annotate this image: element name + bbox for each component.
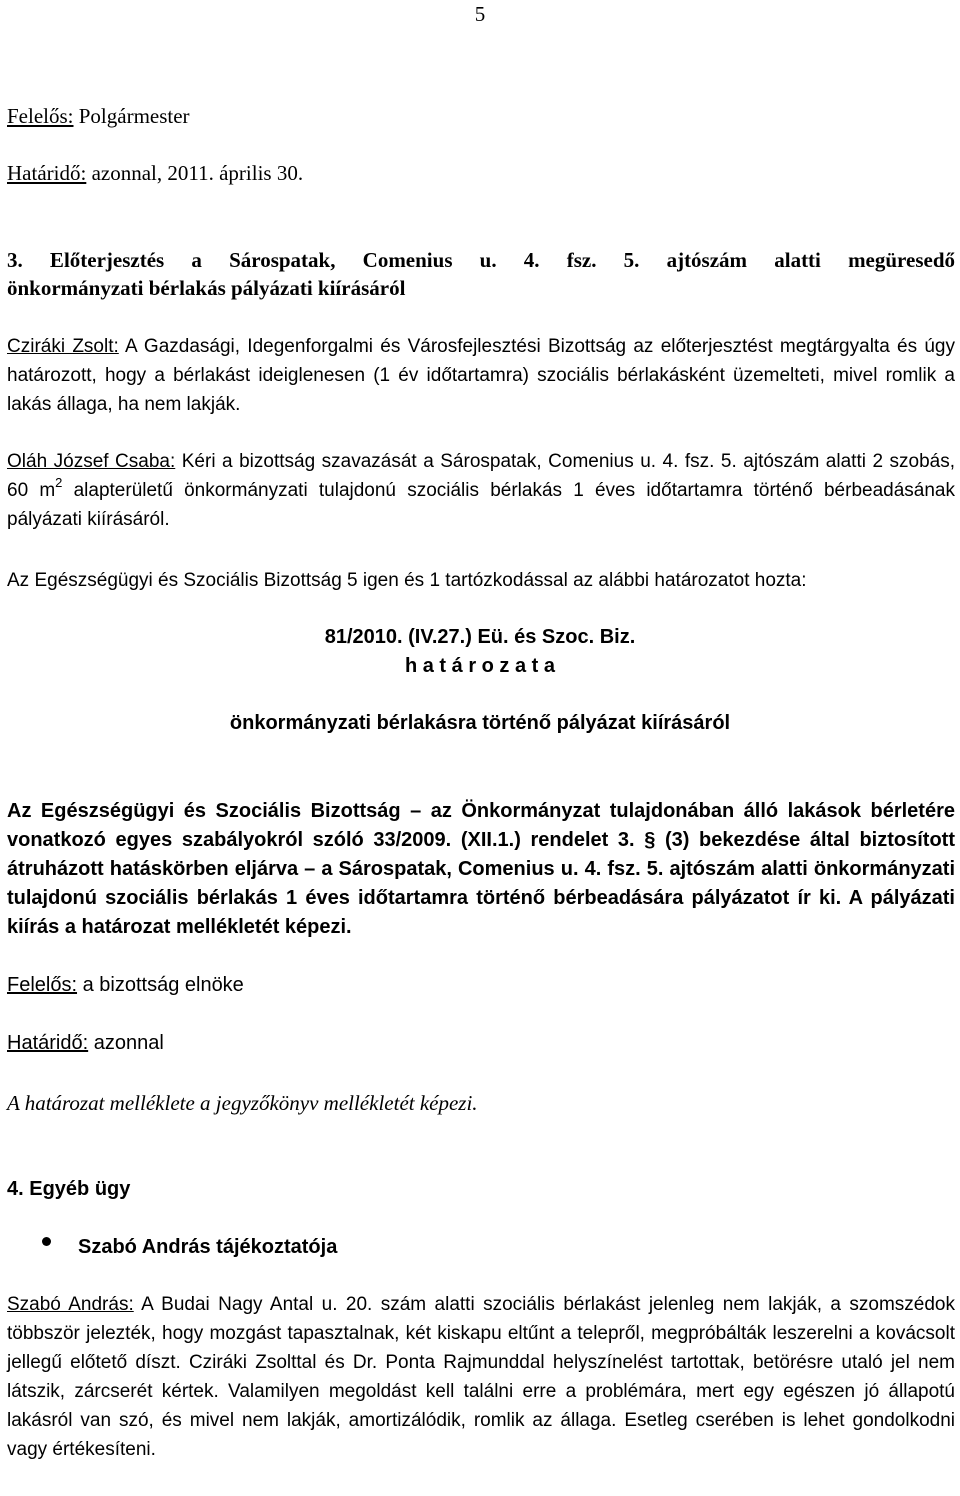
- resolution-number: 81/2010. (IV.27.) Eü. és Szoc. Biz.: [324, 626, 636, 648]
- superscript: 2: [55, 475, 63, 490]
- responsible-value: Polgármester: [73, 104, 190, 128]
- responsible-label: Felelős:: [7, 974, 78, 996]
- page-number: 5: [474, 2, 486, 26]
- resolution-word: h a t á r o z a t a: [404, 655, 556, 677]
- speaker-name: Oláh József Csaba:: [7, 451, 176, 472]
- speaker-paragraph-szabo: [7, 1290, 955, 1464]
- responsible-value: a bizottság elnöke: [77, 974, 244, 996]
- bullet-title: Szabó András tájékoztatója: [78, 1236, 338, 1258]
- speaker-text: A Gazdasági, Idegenforgalmi és Városfejlesztési Bizottság az előterjesztést megtárgyalta és úgy határozott, hogy a bérlakást ideiglenesen (1 év időtartamra) szociális bérlakásként üzemelteti, mivel romlik a lakás állaga, ha nem lakják.: [7, 336, 956, 415]
- deadline-value: azonnal: [88, 1032, 164, 1054]
- speaker-name: Szabó András:: [7, 1294, 134, 1315]
- item3-heading-line1: 3. Előterjesztés a Sárospatak, Comenius u. 4. fsz. 5. ajtószám alatti megüresedő: [7, 248, 955, 272]
- speaker-name: Cziráki Zsolt:: [7, 336, 119, 357]
- resolution-body: Az Egészségügyi és Szociális Bizottság – az Önkormányzat tulajdonában álló lakások bérletére vonatkozó egyes szabályokról szóló 33/2009. (XII.1.) rendelet 3. § (3) bekezdése által biztosított átruházott hatáskörben eljárva – a Sárospatak, Comenius u. 4. fsz. 5. ajtószám alatti önkormányzati tulajdonú szociális bérlakás 1 éves időtartamra történő bérbeadására pályázatot ír ki. A pályázati kiírás a határozat mellékletét képezi.: [7, 800, 955, 938]
- deadline-value: azonnal, 2011. április 30.: [86, 161, 304, 185]
- deadline-label: Határidő:: [7, 1032, 89, 1054]
- vote-result: Az Egészségügyi és Szociális Bizottság 5 igen és 1 tartózkodással az alábbi határozatot hozta:: [7, 570, 807, 591]
- resolution-deadline: [7, 1030, 164, 1056]
- speaker-paragraph-cziraki: [7, 332, 955, 419]
- speaker-text: A Budai Nagy Antal u. 20. szám alatti szociális bérlakást jelenleg nem lakják, a szomszédok többször jelezték, hogy mozgást tapasztalnak, két kiskapu eltűnt a telepről, megpróbálták leszerelni a kovácsolt jellegű előtető díszt. Cziráki Zsolttal és Dr. Ponta Rajmunddal helyszínelést tartottak, betörésre utaló jel nem látszik, zárcserét kértek. Valamilyen megoldást kell találni erre a problémára, mert egy egészen jó állapotú lakásról van szó, és mivel nem lakják, amortizálódik, romlik az állaga. Esetleg cserében is lehet gondolkodni vagy értékesíteni.: [7, 1294, 955, 1460]
- deadline-label: Határidő:: [7, 161, 87, 185]
- item3-heading-line2: önkormányzati bérlakás pályázati kiírásáról: [7, 276, 406, 300]
- bullet-icon: [42, 1237, 51, 1246]
- annex-note: A határozat melléklete a jegyzőkönyv mellékletét képezi.: [7, 1091, 478, 1115]
- deadline-line: [7, 160, 303, 186]
- responsible-label: Felelős:: [7, 104, 74, 128]
- speaker-text-continued: alapterületű önkormányzati tulajdonú szociális bérlakás 1 éves időtartamra történő bérbeadásának pályázati kiírásáról.: [7, 480, 955, 530]
- speaker-paragraph-olah: [7, 447, 955, 534]
- item4-heading: 4. Egyéb ügy: [7, 1178, 131, 1200]
- resolution-responsible: [7, 972, 244, 998]
- speaker-text: Kéri a bizottság szavazását a Sárospatak, Comenius u. 4. fsz. 5. ajtószám alatti 2 szobás, 60 m: [7, 451, 955, 501]
- resolution-subject: önkormányzati bérlakásra történő pályázat kiírásáról: [229, 712, 731, 734]
- responsible-line: [7, 103, 190, 129]
